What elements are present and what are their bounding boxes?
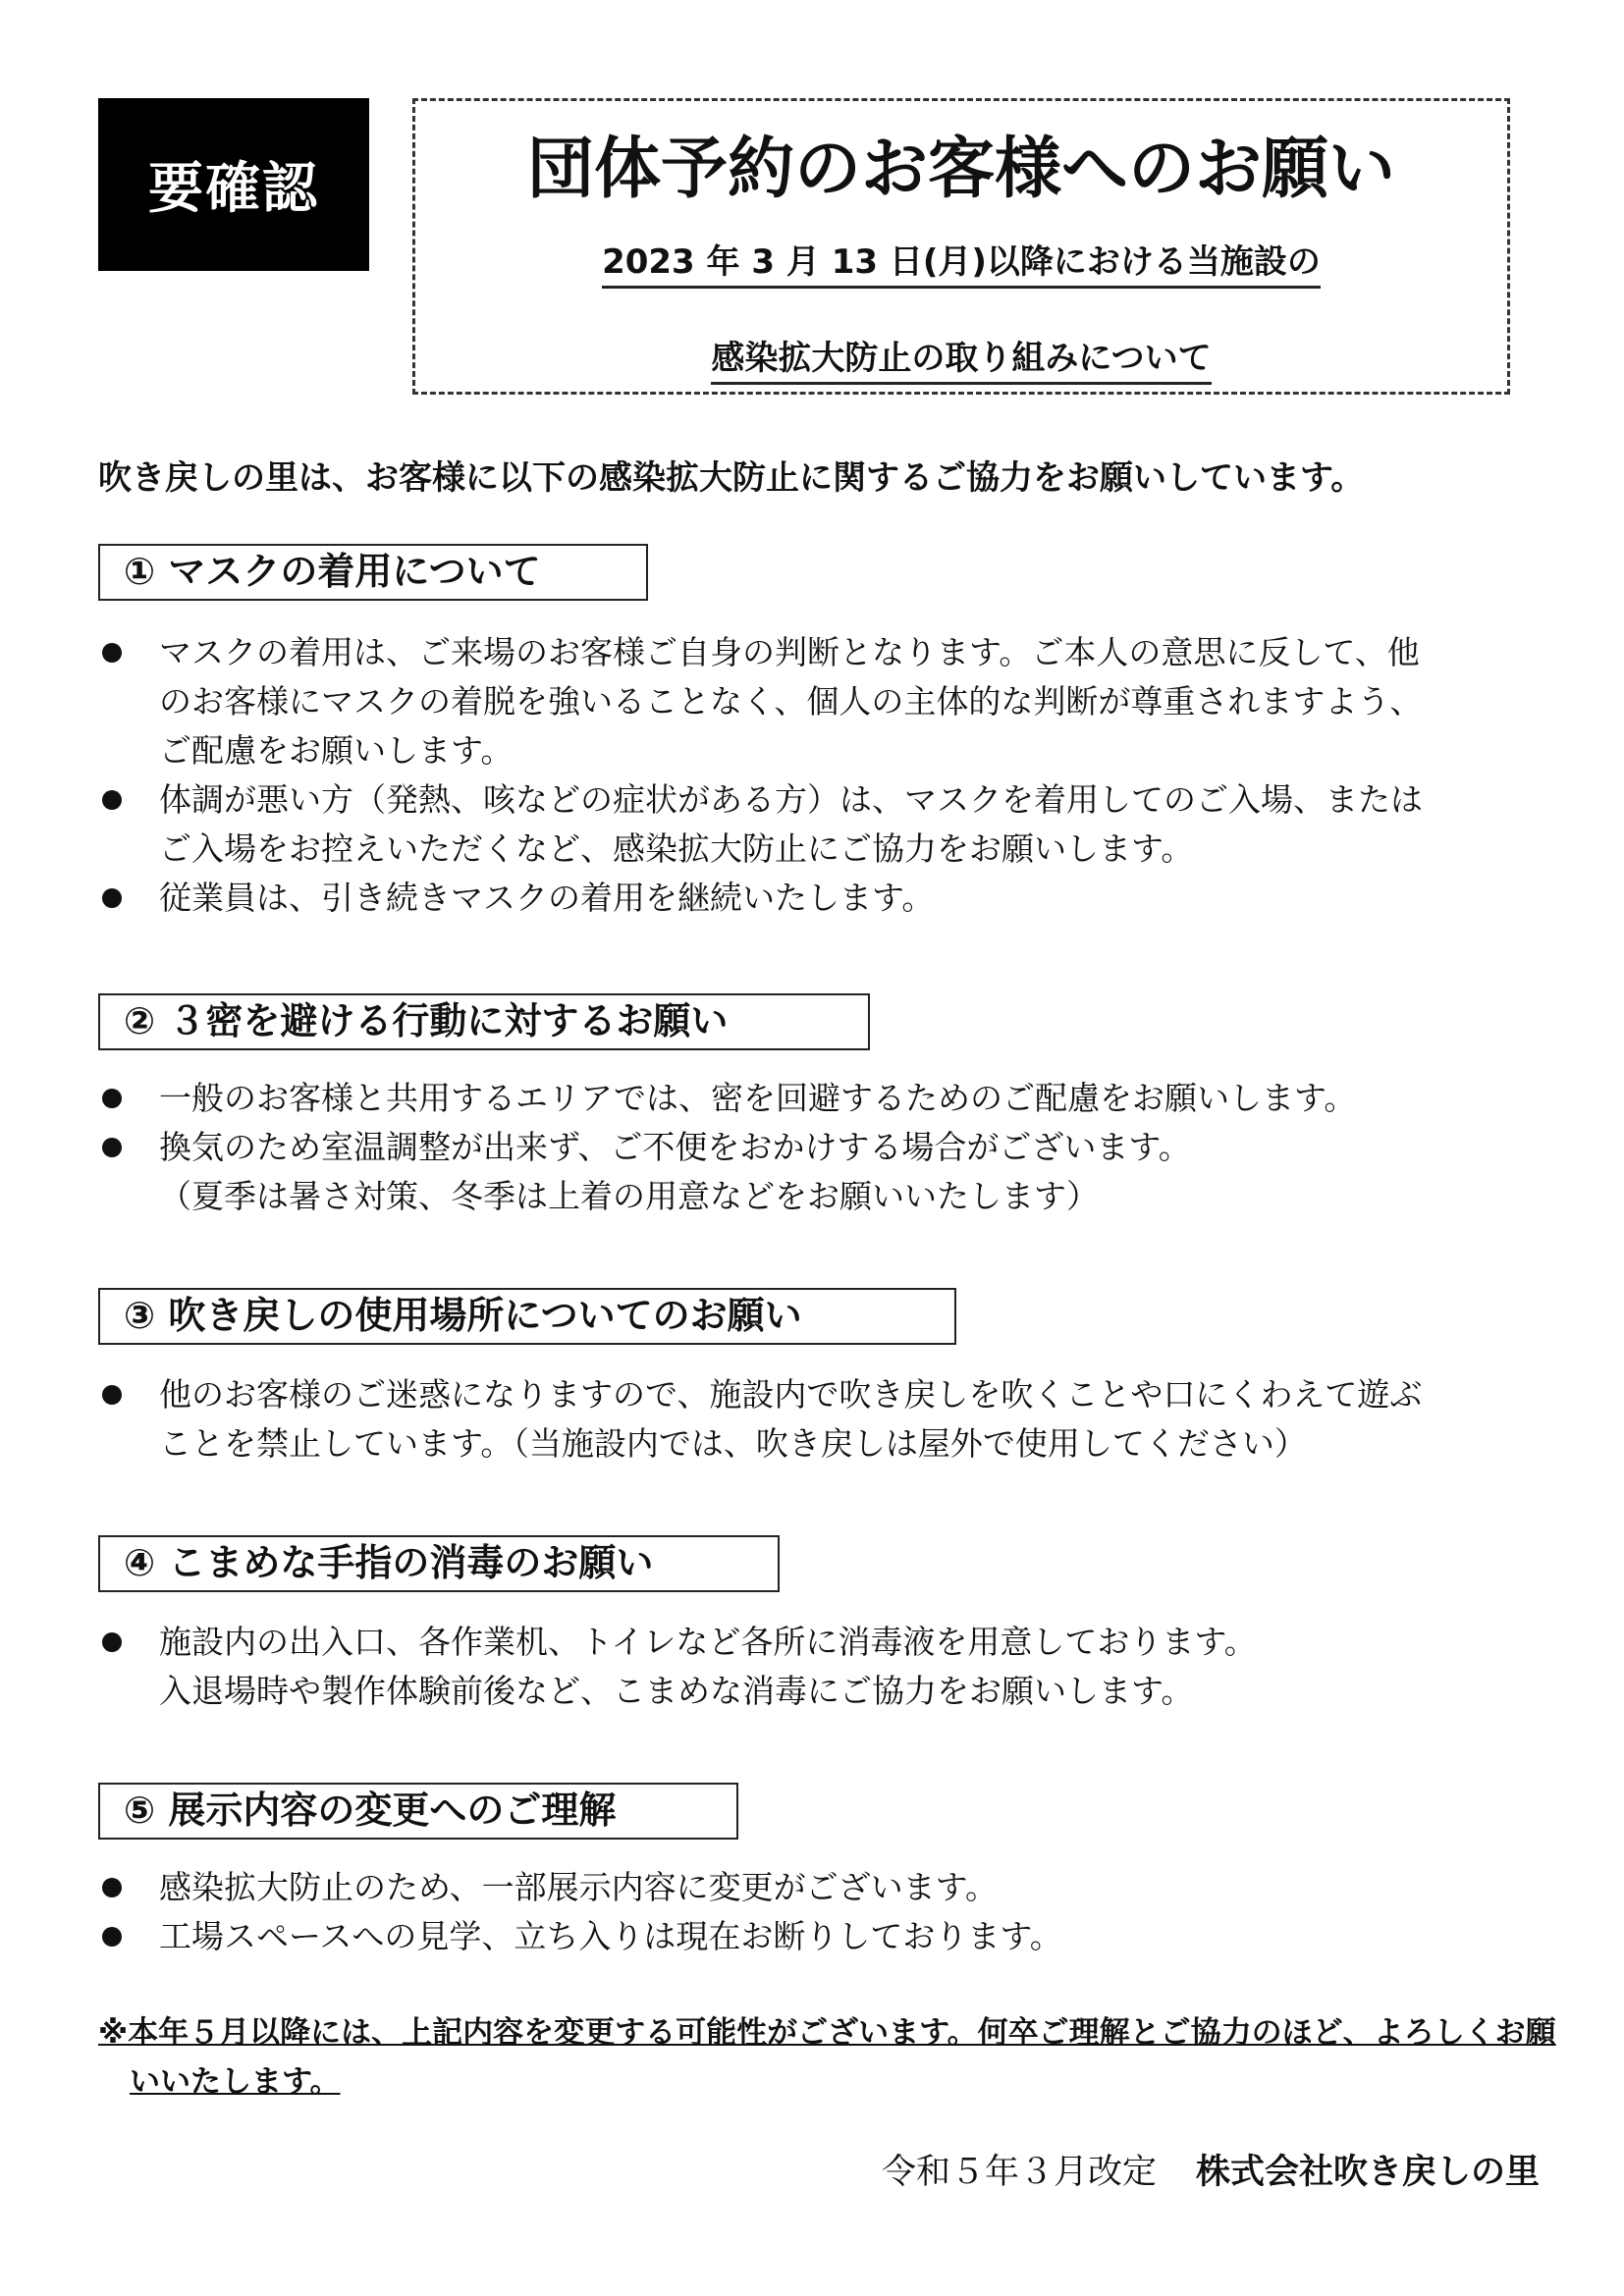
bullet-icon — [102, 1632, 122, 1652]
footer — [882, 2148, 1540, 2197]
notice-footnote: ※本年５月以降には、上記内容を変更する可能性がございます。何卒ご理解とご協力のほど、よろしくお願 いいたします。 — [98, 2015, 1556, 2100]
section-list-exhibit-change — [98, 1863, 1542, 1961]
section-heading-mask: ① マスクの着用について — [98, 544, 648, 601]
intro-text: 吹き戻しの里は、お客様に以下の感染拡大防止に関するご協力をお願いしています。 — [98, 458, 1365, 498]
list-item: 換気のため室温調整が出来ず、ご不便をおかけする場合がございます。 （夏季は暑さ対策、冬季は上着の用意などをお願いいたします） — [98, 1123, 1542, 1221]
title-subtitle-1: 2023 年 3 月 13 日(月)以降における当施設の — [415, 240, 1507, 284]
list-item: 体調が悪い方（発熱、咳などの症状がある方）は、マスクを着用してのご入場、または ご入場をお控えいただくなど、感染拡大防止にご協力をお願いします。 — [98, 775, 1542, 874]
bullet-icon — [102, 1138, 122, 1157]
confirm-required-badge: 要確認 — [98, 98, 369, 271]
section-heading-exhibit-change: ⑤ 展示内容の変更へのご理解 — [98, 1783, 738, 1840]
bullet-icon — [102, 1927, 122, 1947]
section-list-disinfection — [98, 1618, 1542, 1716]
section-list-avoid-3c — [98, 1074, 1542, 1221]
bullet-icon — [102, 790, 122, 810]
section-heading-avoid-3c: ② ３密を避ける行動に対するお願い — [98, 993, 870, 1050]
bullet-icon — [102, 1878, 122, 1897]
title-subtitle-2: 感染拡大防止の取り組みについて — [415, 337, 1507, 380]
list-item: 他のお客様のご迷惑になりますので、施設内で吹き戻しを吹くことや口にくわえて遊ぶ ことを禁止しています。（当施設内では、吹き戻しは屋外で使用してください） — [98, 1370, 1542, 1468]
bullet-icon — [102, 1385, 122, 1405]
bullet-icon — [102, 1089, 122, 1108]
page-title: 団体予約のお客様へのお願い — [526, 131, 1395, 208]
section-heading-disinfection: ④ こまめな手指の消毒のお願い — [98, 1535, 780, 1592]
section-heading-usage-place: ③ 吹き戻しの使用場所についてのお願い — [98, 1288, 956, 1345]
list-item: 施設内の出入口、各作業机、トイレなど各所に消毒液を用意しております。 入退場時や製作体験前後など、こまめな消毒にご協力をお願いします。 — [98, 1618, 1542, 1716]
list-item: 一般のお客様と共用するエリアでは、密を回避するためのご配慮をお願いします。 — [98, 1074, 1542, 1123]
list-item: 従業員は、引き続きマスクの着用を継続いたします。 — [98, 874, 1542, 923]
list-item: 感染拡大防止のため、一部展示内容に変更がございます。 — [98, 1863, 1542, 1912]
section-list-mask — [98, 628, 1542, 923]
revision-date: 令和５年３月改定 — [881, 2153, 1157, 2192]
bullet-icon — [102, 888, 122, 908]
bullet-icon — [102, 643, 122, 663]
title-box — [412, 98, 1510, 395]
company-name: 株式会社吹き戻しの里 — [1195, 2153, 1540, 2192]
list-item: 工場スペースへの見学、立ち入りは現在お断りしております。 — [98, 1912, 1542, 1961]
list-item: マスクの着用は、ご来場のお客様ご自身の判断となります。ご本人の意思に反して、他 のお客様にマスクの着脱を強いることなく、個人の主体的な判断が尊重されますよう、 ご配慮をお願いします。 — [98, 628, 1542, 775]
section-list-usage-place — [98, 1370, 1542, 1468]
